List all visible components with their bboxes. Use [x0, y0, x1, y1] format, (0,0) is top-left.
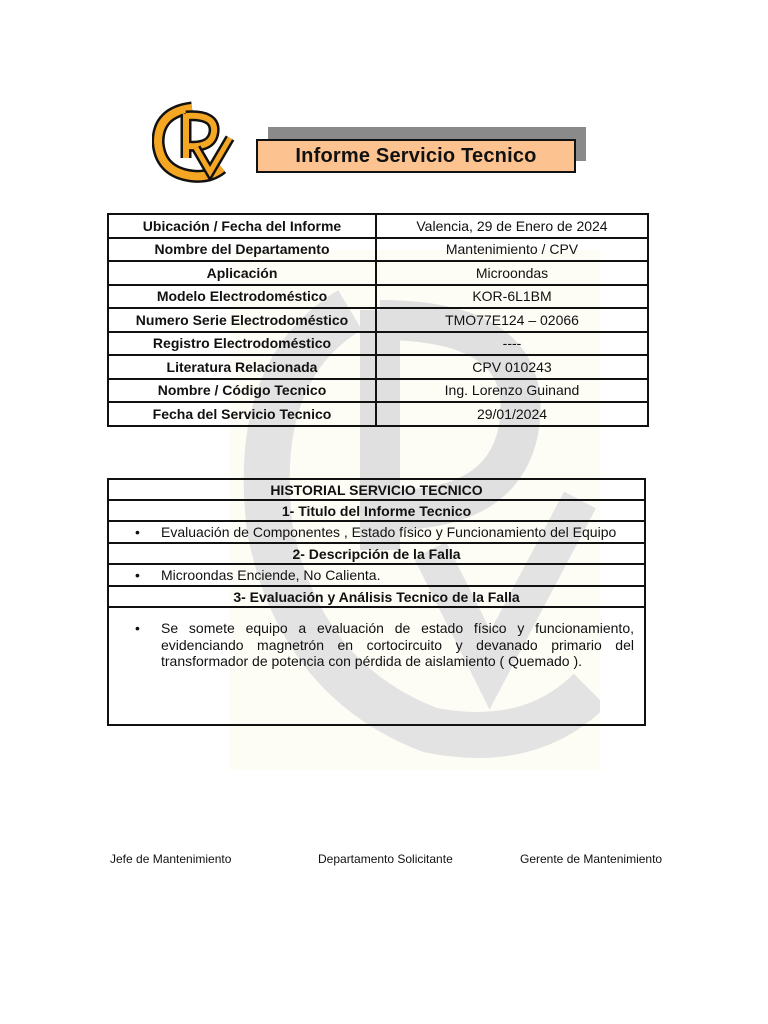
- row-value: CPV 010243: [376, 355, 648, 379]
- table-row: [108, 285, 648, 309]
- row-value: KOR-6L1BM: [376, 285, 648, 309]
- info-table: [107, 213, 649, 427]
- row-label: Nombre del Departamento: [108, 238, 376, 262]
- table-row: [108, 355, 648, 379]
- company-logo: [152, 100, 236, 184]
- signature-jefe: Jefe de Mantenimiento: [110, 852, 232, 866]
- row-value: Mantenimiento / CPV: [376, 238, 648, 262]
- section-1-text: Evaluación de Componentes , Estado físico y Funcionamiento del Equipo: [161, 524, 617, 540]
- table-row: [108, 379, 648, 403]
- signature-gerente: Gerente de Mantenimiento: [520, 852, 663, 866]
- row-value: Ing. Lorenzo Guinand: [376, 379, 648, 403]
- table-row: [108, 238, 648, 262]
- row-label: Numero Serie Electrodoméstico: [108, 308, 376, 332]
- bullet-icon: •: [135, 524, 140, 540]
- section-3-item: [108, 607, 645, 725]
- table-row: [108, 332, 648, 356]
- row-label: Modelo Electrodoméstico: [108, 285, 376, 309]
- row-value: 29/01/2024: [376, 402, 648, 426]
- row-value: ----: [376, 332, 648, 356]
- report-title: Informe Servicio Tecnico: [256, 139, 576, 173]
- bullet-icon: •: [135, 620, 140, 636]
- row-value: Valencia, 29 de Enero de 2024: [376, 214, 648, 238]
- section-2-item: [108, 564, 645, 586]
- table-row: [108, 261, 648, 285]
- row-label: Literatura Relacionada: [108, 355, 376, 379]
- row-label: Ubicación / Fecha del Informe: [108, 214, 376, 238]
- row-label: Aplicación: [108, 261, 376, 285]
- row-value: Microondas: [376, 261, 648, 285]
- section-1-title: 1- Titulo del Informe Tecnico: [108, 500, 645, 521]
- row-label: Registro Electrodoméstico: [108, 332, 376, 356]
- signature-departamento: Departamento Solicitante: [318, 852, 453, 866]
- section-3-title: 3- Evaluación y Análisis Tecnico de la Falla: [108, 586, 645, 607]
- section-3-text: Se somete equipo a evaluación de estado físico y funcionamiento, evidenciando magnetrón en cortocircuito y devanado primario del transformador de potencia con pérdida de aislamiento ( Quemado ).: [161, 620, 634, 669]
- table-row: [108, 402, 648, 426]
- section-1-item: [108, 521, 645, 543]
- row-value: TMO77E124 – 02066: [376, 308, 648, 332]
- bullet-icon: •: [135, 567, 140, 583]
- table-row: [108, 308, 648, 332]
- row-label: Fecha del Servicio Tecnico: [108, 402, 376, 426]
- history-heading: HISTORIAL SERVICIO TECNICO: [108, 479, 645, 500]
- table-row: [108, 214, 648, 238]
- history-table: [107, 478, 646, 726]
- row-label: Nombre / Código Tecnico: [108, 379, 376, 403]
- section-2-title: 2- Descripción de la Falla: [108, 543, 645, 564]
- section-2-text: Microondas Enciende, No Calienta.: [161, 567, 381, 583]
